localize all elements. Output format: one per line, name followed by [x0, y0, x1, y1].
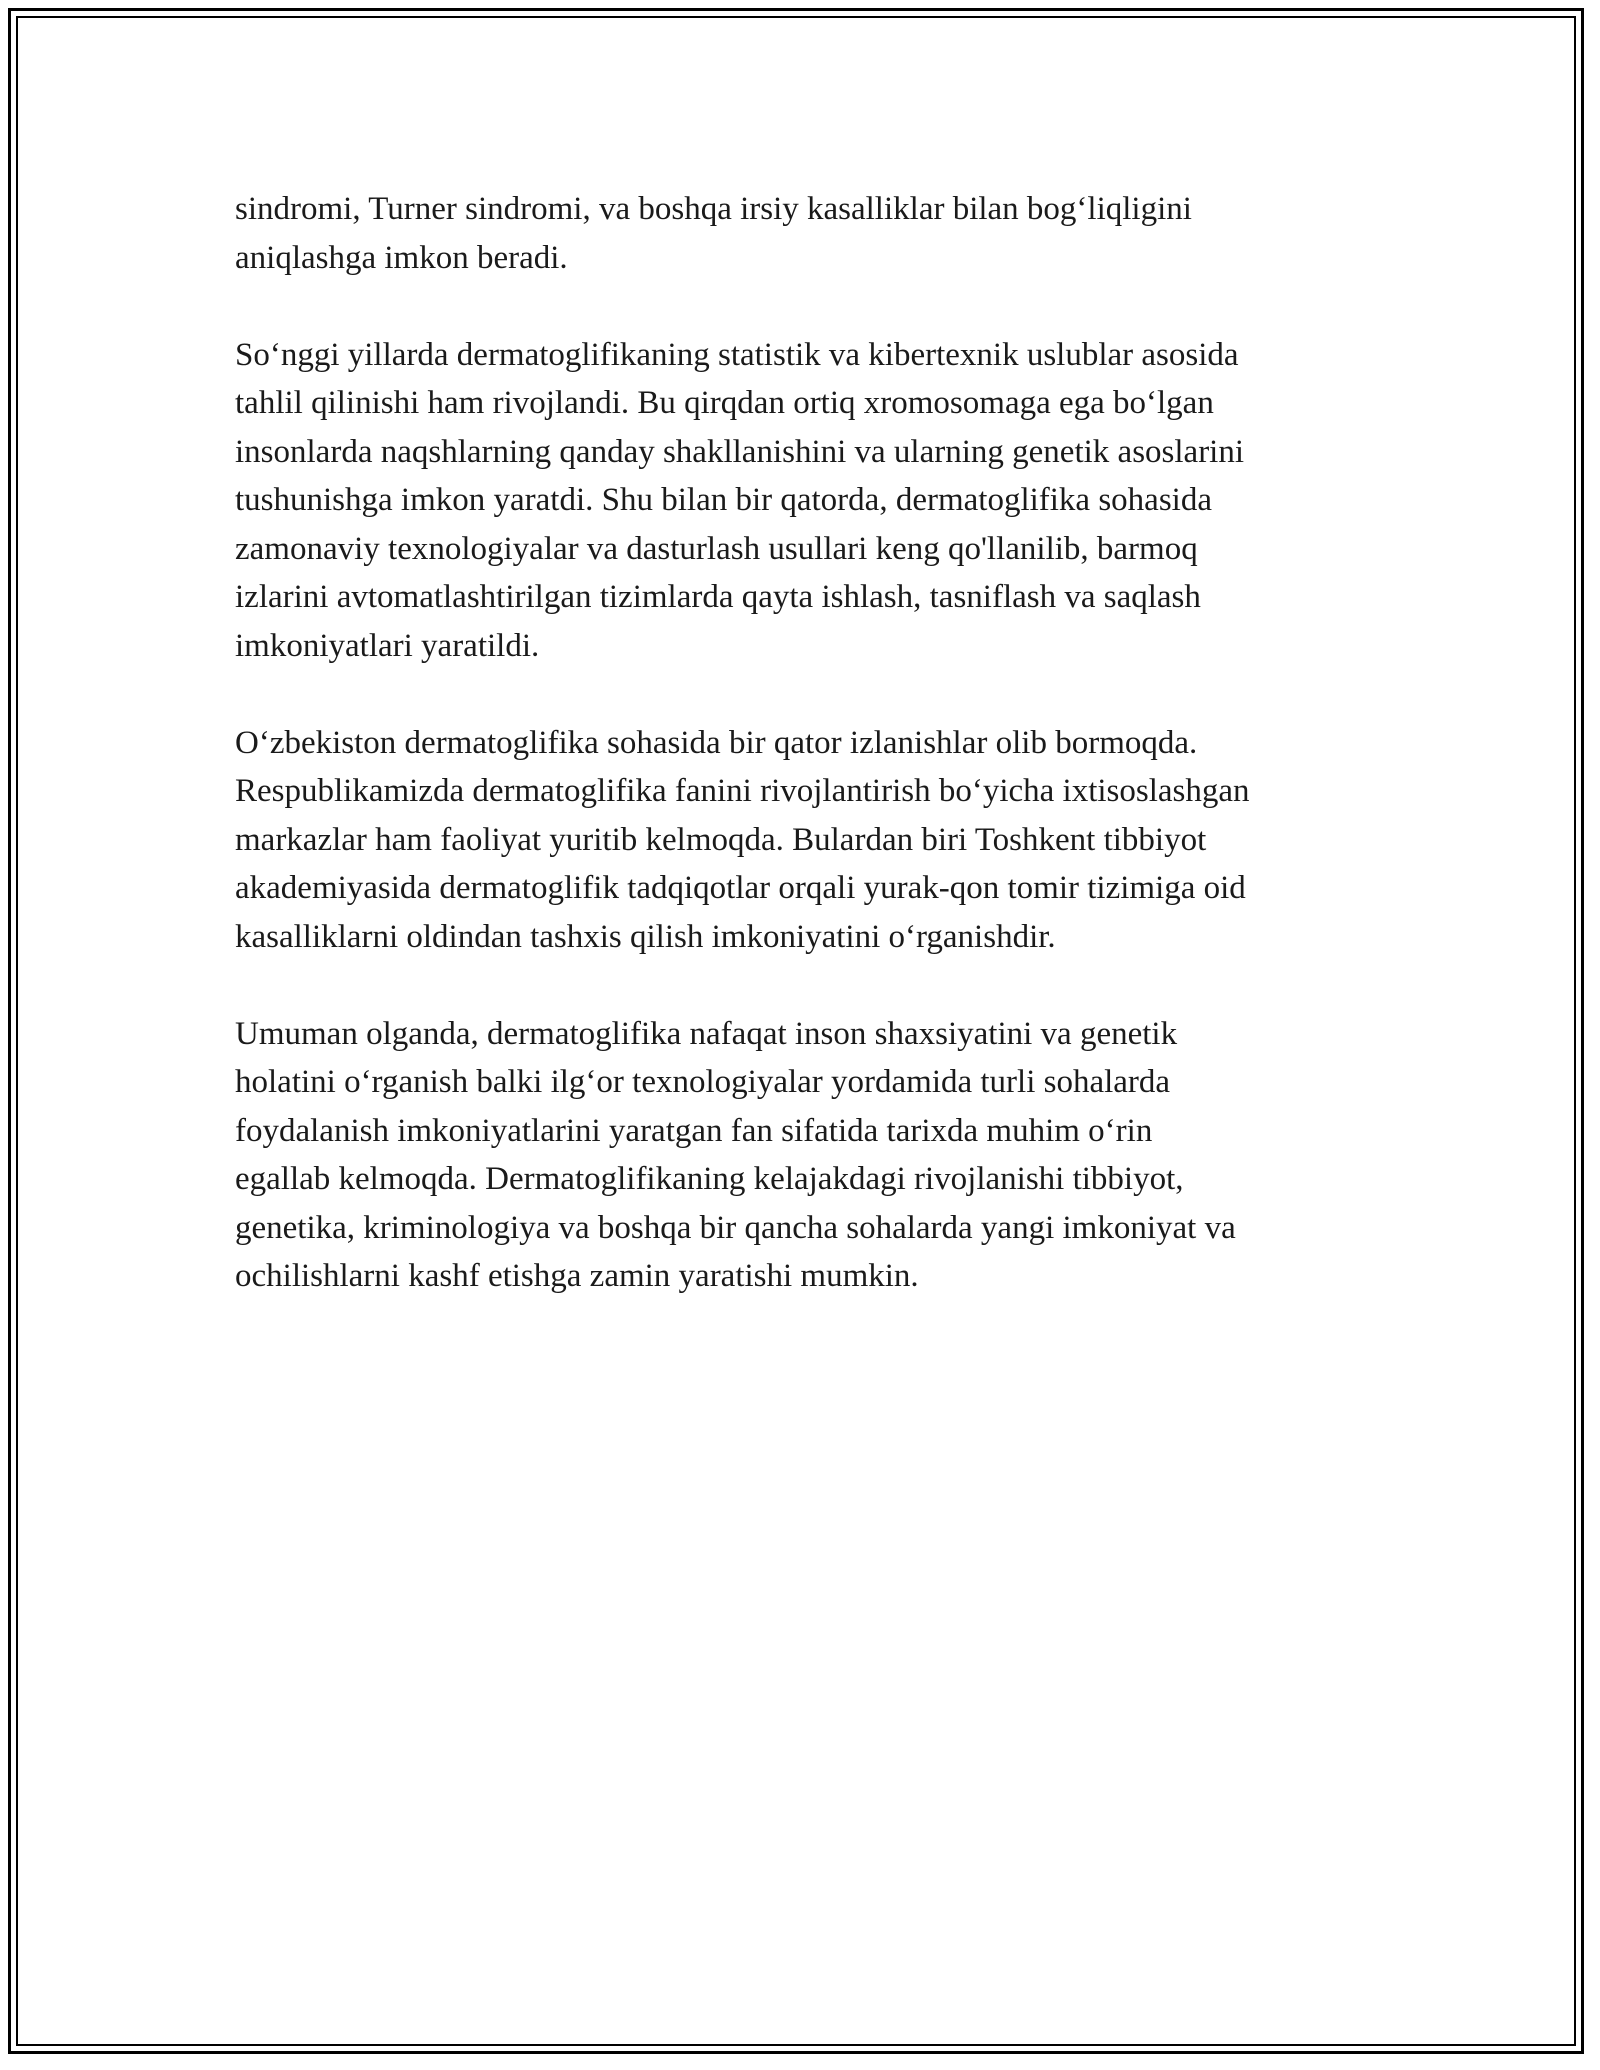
paragraph-1: sindromi, Turner sindromi, va boshqa irsiy kasalliklar bilan bog‘liqligini aniqlashga imkon beradi. [235, 191, 1192, 276]
document-body [235, 185, 1365, 1349]
paragraph-3: O‘zbekiston dermatoglifika sohasida bir qator izlanishlar olib bormoqda. Respublikamizda dermatoglifika fanini rivojlantirish bo‘yicha ixtisoslashgan markazlar ham faoliyat yuritib kelmoqda. Bulardan biri Toshkent tibbiyot akademiyasida dermatoglifik tadqiqotlar orqali yurak-qon tomir tizimiga oid kasalliklarni oldindan tashxis qilish imkoniyatini o‘rganishdir. [235, 724, 1250, 955]
paragraph-4: Umuman olganda, dermatoglifika nafaqat inson shaxsiyatini va genetik holatini o‘rganish balki ilg‘or texnologiyalar yordamida turli sohalarda foydalanish imkoniyatlarini yaratgan fan sifatida tarixda muhim o‘rin egallab kelmoqda. Dermatoglifikaning kelajakdagi rivojlanishi tibbiyot, genetika, kriminologiya va boshqa bir qancha sohalarda yangi imkoniyat va ochilishlarni kashf etishga zamin yaratishi mumkin. [235, 1015, 1236, 1294]
paragraph-2: So‘nggi yillarda dermatoglifikaning statistik va kibertexnik uslublar asosida tahlil qilinishi ham rivojlandi. Bu qirqdan ortiq xromosomaga ega bo‘lgan insonlarda naqshlarning qanday shakllanishini va ularning genetik asoslarini tushunishga imkon yaratdi. Shu bilan bir qatorda, dermatoglifika sohasida zamonaviy texnologiyalar va dasturlash usullari keng qo'llanilib, barmoq izlarini avtomatlashtirilgan tizimlarda qayta ishlash, tasniflash va saqlash imkoniyatlari yaratildi. [235, 336, 1245, 664]
